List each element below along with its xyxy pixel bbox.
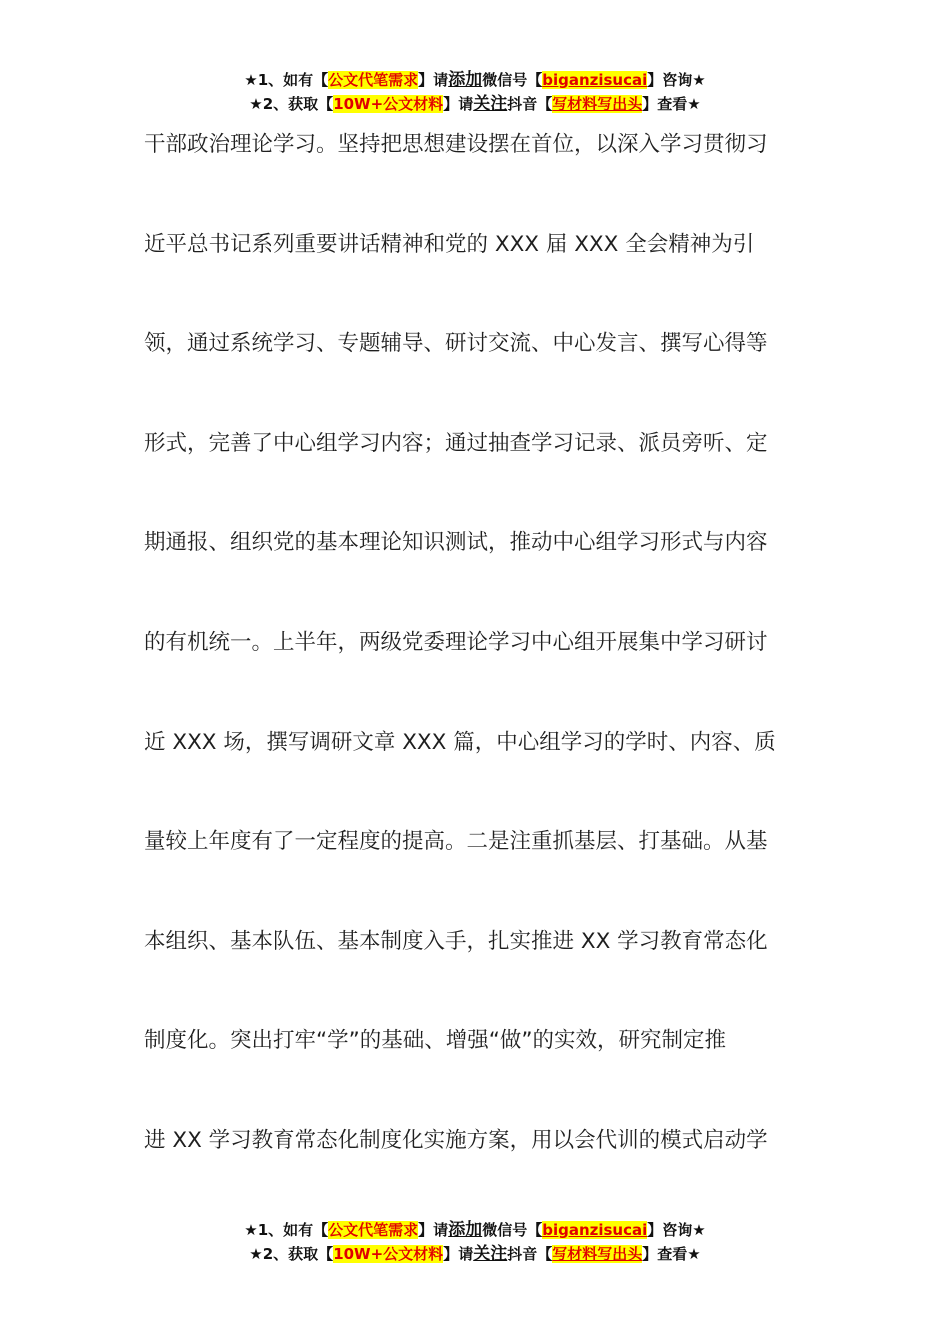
banner-1-emphasis: 添加 xyxy=(448,1220,483,1240)
banner-1-emphasis: 添加 xyxy=(448,70,483,90)
banner-2-douyin-id: 写材料写出头 xyxy=(552,95,643,113)
body-line: 领，通过系统学习、专题辅导、研讨交流、中心发言、撰写心得等 xyxy=(144,331,768,357)
banner-2-prefix: ★2、获取【 xyxy=(249,95,334,113)
banner-1-prefix: ★1、如有【 xyxy=(244,71,329,89)
body-line: 的有机统一。上半年，两级党委理论学习中心组开展集中学习研讨 xyxy=(144,629,768,655)
banner-2-emphasis: 关注 xyxy=(473,1244,508,1264)
banner-2-mid: 】请 xyxy=(443,1245,474,1263)
banner-1-mid2: 微信号【 xyxy=(482,71,543,89)
body-line: 制度化。突出打牢“学”的基础、增强“做”的实效，研究制定推 xyxy=(144,1028,727,1054)
banner-2-douyin-id: 写材料写出头 xyxy=(552,1245,643,1263)
banner-1-highlight-service: 公文代笔需求 xyxy=(328,71,419,89)
banner-1-mid: 】请 xyxy=(418,71,449,89)
banner-2-mid2: 抖音【 xyxy=(507,95,553,113)
body-line: 近 XXX 场，撰写调研文章 XXX 篇，中心组学习的学时、内容、质 xyxy=(144,729,776,755)
banner-2-mid2: 抖音【 xyxy=(507,1245,553,1263)
banner-2-highlight-materials: 10W+公文材料 xyxy=(333,95,444,113)
banner-1-mid: 】请 xyxy=(418,1221,449,1239)
banner-line-1 xyxy=(0,68,950,92)
banner-2-suffix: 】查看★ xyxy=(642,95,701,113)
body-line: 进 XX 学习教育常态化制度化实施方案，用以会代训的模式启动学 xyxy=(144,1127,768,1153)
banner-1-suffix: 】咨询★ xyxy=(647,71,706,89)
top-banner xyxy=(0,68,950,116)
body-line: 量较上年度有了一定程度的提高。二是注重抓基层、打基础。从基 xyxy=(144,829,768,855)
banner-1-prefix: ★1、如有【 xyxy=(244,1221,329,1239)
body-line: 形式，完善了中心组学习内容；通过抽查学习记录、派员旁听、定 xyxy=(144,430,768,456)
banner-1-wechat-id: biganzisucai xyxy=(542,71,648,89)
banner-2-emphasis: 关注 xyxy=(473,94,508,114)
bottom-banner xyxy=(0,1218,950,1266)
banner-2-suffix: 】查看★ xyxy=(642,1245,701,1263)
banner-1-mid2: 微信号【 xyxy=(482,1221,543,1239)
banner-line-2 xyxy=(0,1242,950,1266)
body-line: 期通报、组织党的基本理论知识测试，推动中心组学习形式与内容 xyxy=(144,530,768,556)
body-line: 近平总书记系列重要讲话精神和党的 XXX 届 XXX 全会精神为引 xyxy=(144,231,755,257)
banner-line-2 xyxy=(0,92,950,116)
body-line: 干部政治理论学习。坚持把思想建设摆在首位，以深入学习贯彻习 xyxy=(144,132,768,157)
body-line: 本组织、基本队伍、基本制度入手，扎实推进 XX 学习教育常态化 xyxy=(144,928,768,954)
banner-2-prefix: ★2、获取【 xyxy=(249,1245,334,1263)
banner-line-1 xyxy=(0,1218,950,1242)
banner-1-wechat-id: biganzisucai xyxy=(542,1221,648,1239)
banner-1-suffix: 】咨询★ xyxy=(647,1221,706,1239)
banner-2-mid: 】请 xyxy=(443,95,474,113)
banner-2-highlight-materials: 10W+公文材料 xyxy=(333,1245,444,1263)
document-body xyxy=(144,120,804,1216)
banner-1-highlight-service: 公文代笔需求 xyxy=(328,1221,419,1239)
